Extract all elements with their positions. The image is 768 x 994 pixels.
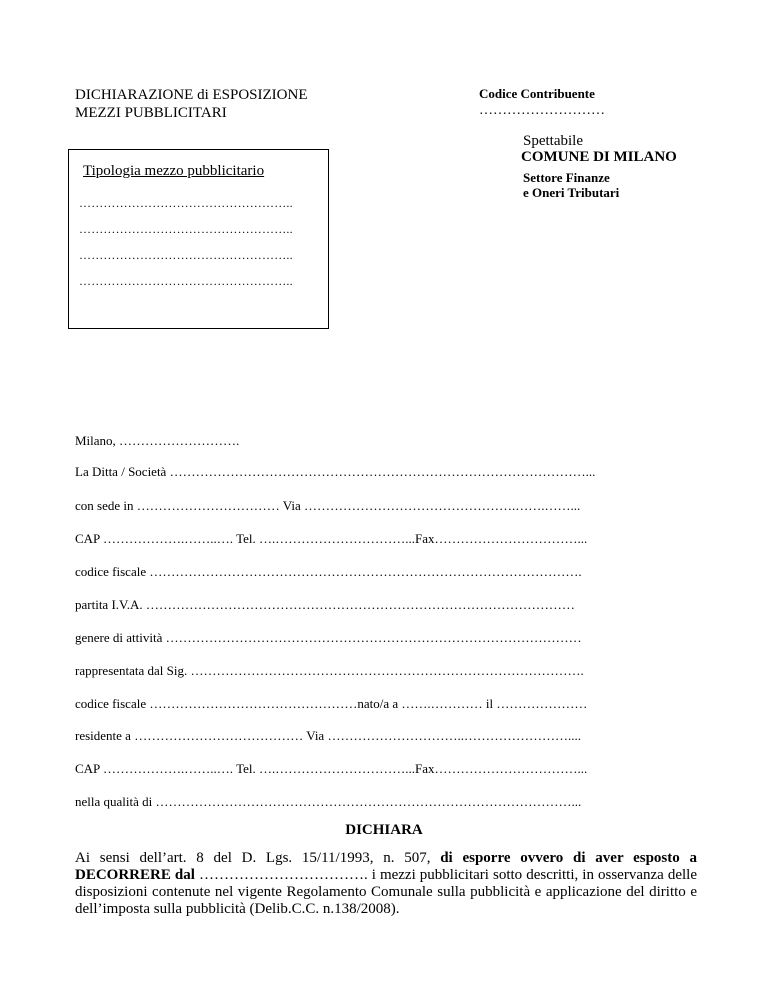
tipologia-line: …………………………………………….. [79, 222, 293, 236]
field-sede: con sede in …………………………… Via ………………………………………….…….……... [75, 498, 581, 513]
tipologia-line: …………………………………………….. [79, 248, 293, 262]
field-rappresentata: rappresentata dal Sig. ………………………………………………………………………………. [75, 663, 584, 678]
codice-contribuente-label: Codice Contribuente [479, 86, 595, 101]
field-codice-fiscale-nato: codice fiscale …………………………………………nato/a a …….………… il ………………… [75, 696, 588, 711]
dichiara-heading: DICHIARA [345, 822, 423, 838]
title-line-2: MEZZI PUBBLICITARI [75, 105, 227, 121]
field-residente: residente a ………………………………… Via …………………………..…………………….... [75, 728, 581, 743]
tipologia-line: …………………………………………….. [79, 274, 293, 288]
declaration-paragraph [75, 850, 697, 918]
field-codice-fiscale: codice fiscale ………………………………………………………………………………………. [75, 564, 582, 579]
field-genere-attivita: genere di attività …………………………………………………………………………………… [75, 630, 582, 645]
field-partita-iva: partita I.V.A. ……………………………………………………………………………………… [75, 597, 575, 612]
field-ditta: La Ditta / Società ……………………………………………………………………………………... [75, 464, 596, 479]
addressee-settore: Settore Finanze [523, 170, 610, 185]
addressee-spettabile: Spettabile [523, 133, 583, 149]
title-line-1: DICHIARAZIONE di ESPOSIZIONE [75, 87, 308, 103]
tipologia-line: …………………………………………….. [79, 196, 293, 210]
field-cap-tel-fax-2: CAP ……………….……..…. Tel. ….…………………………...Fax……………………………... [75, 761, 588, 776]
paragraph-part-1: Ai sensi dell’art. 8 del D. Lgs. 15/11/1993, n. 507, [75, 850, 441, 866]
field-qualita: nella qualità di ……………………………………………………………………………………... [75, 794, 582, 809]
addressee-comune: COMUNE DI MILANO [521, 149, 677, 165]
document-title [75, 86, 308, 122]
codice-contribuente-field: ……………………… [479, 103, 605, 118]
tipologia-title: Tipologia mezzo pubblicitario [83, 163, 265, 179]
addressee-oneri: e Oneri Tributari [523, 185, 620, 200]
paragraph-bold-part: di esporre ovvero di aver esposto a DECORRERE dal [75, 850, 697, 883]
field-milano-date: Milano, ………………………. [75, 433, 240, 448]
tipologia-box [68, 149, 329, 329]
paragraph-part-3: ……………………………. i mezzi pubblicitari sotto descritti, in osservanza delle disposizioni contenute nel vigente Regolamento Comunale sulla pubblicità e applicazione del diritto e dell’imposta sulla pubblicità (Delib.C.C. n.138/2008). [75, 867, 698, 917]
field-cap-tel-fax: CAP ……………….……..…. Tel. ….…………………………...Fax……………………………... [75, 531, 588, 546]
